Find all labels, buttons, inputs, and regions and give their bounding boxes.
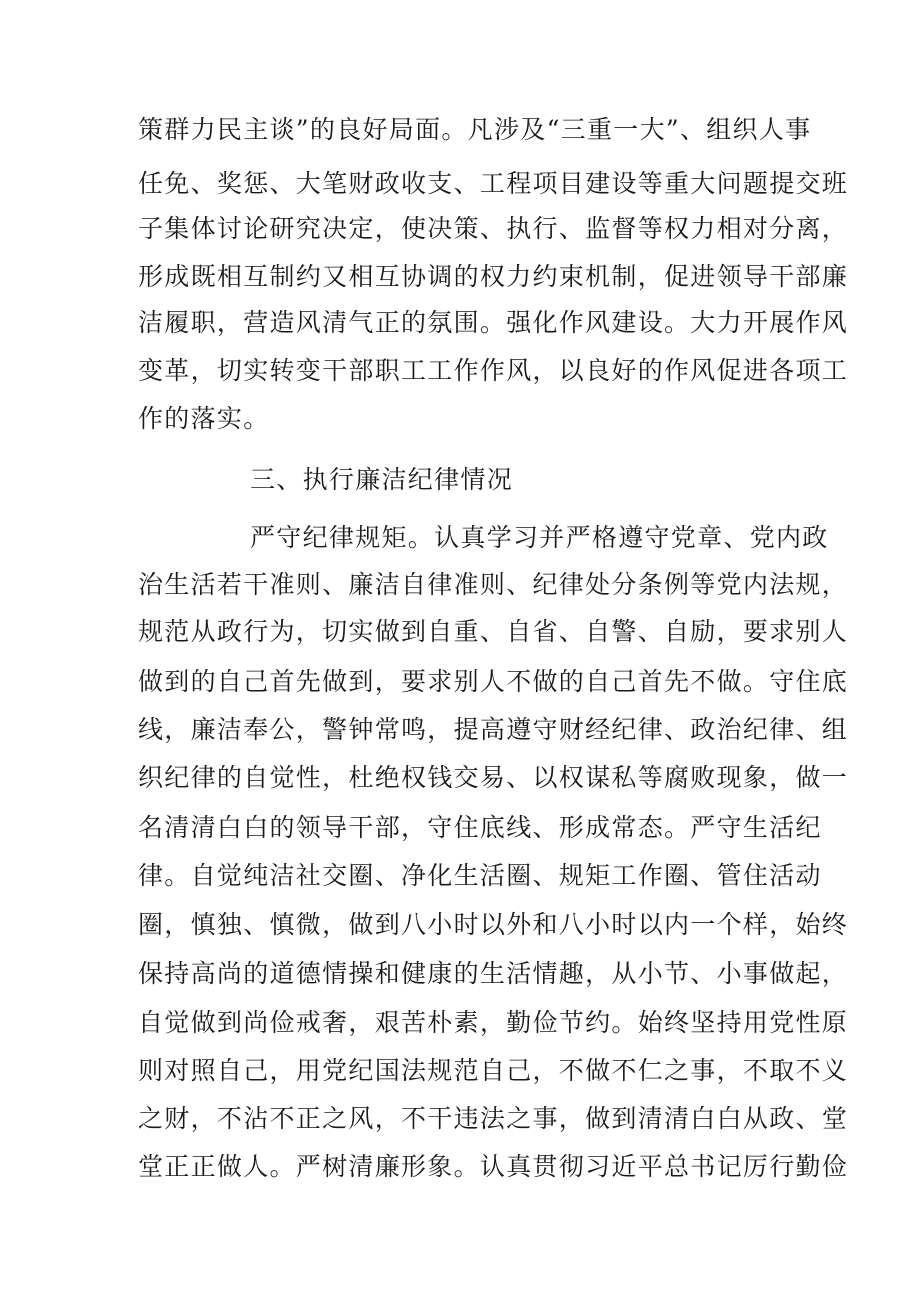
paragraph-line: 严守纪律规矩。认真学习并严格遵守党章、党内政 xyxy=(250,523,829,552)
paragraph-line: 自觉做到尚俭戒奢，艰苦朴素，勤俭节约。始终坚持用党性原 xyxy=(138,1008,849,1037)
paragraph-line: 策群力民主谈”的良好局面。凡涉及“三重一大”、组织人事 xyxy=(138,115,812,144)
section-heading: 三、执行廉洁纪律情况 xyxy=(250,465,514,494)
paragraph-line: 保持高尚的道德情操和健康的生活情趣，从小节、小事做起， xyxy=(138,959,849,988)
paragraph-line: 形成既相互制约又相互协调的权力约束机制，促进领导干部廉 xyxy=(138,262,849,291)
paragraph-line: 名清清白白的领导干部，守住底线、形成常态。严守生活纪 xyxy=(138,813,822,842)
paragraph-line: 律。自觉纯洁社交圈、净化生活圈、规矩工作圈、管住活动 xyxy=(138,861,822,890)
paragraph-line: 圈，慎独、慎微，做到八小时以外和八小时以内一个样，始终 xyxy=(138,910,849,939)
paragraph-line: 则对照自己，用党纪国法规范自己，不做不仁之事，不取不义 xyxy=(138,1056,849,1085)
paragraph-line: 织纪律的自觉性，杜绝权钱交易、以权谋私等腐败现象，做一 xyxy=(138,763,849,792)
paragraph-line: 洁履职，营造风清气正的氛围。强化作风建设。大力开展作风 xyxy=(138,308,849,337)
paragraph-line: 堂正正做人。严树清廉形象。认真贯彻习近平总书记厉行勤俭 xyxy=(138,1152,849,1181)
paragraph-line: 规范从政行为，切实做到自重、自省、自警、自励，要求别人 xyxy=(138,617,849,646)
paragraph-line: 任免、奖惩、大笔财政收支、工程项目建设等重大问题提交班 xyxy=(138,169,849,198)
paragraph-line: 线，廉洁奉公，警钟常鸣，提高遵守财经纪律、政治纪律、组 xyxy=(138,715,849,744)
paragraph-line: 治生活若干准则、廉洁自律准则、纪律处分条例等党内法规， xyxy=(138,570,849,599)
paragraph-line: 变革，切实转变干部职工工作作风，以良好的作风促进各项工 xyxy=(138,356,849,385)
paragraph-line: 之财，不沾不正之风，不干违法之事，做到清清白白从政、堂 xyxy=(138,1104,849,1133)
paragraph-line: 做到的自己首先做到，要求别人不做的自己首先不做。守住底 xyxy=(138,667,849,696)
paragraph-line: 作的落实。 xyxy=(138,404,270,433)
paragraph-line: 子集体讨论研究决定，使决策、执行、监督等权力相对分离， xyxy=(138,214,849,243)
